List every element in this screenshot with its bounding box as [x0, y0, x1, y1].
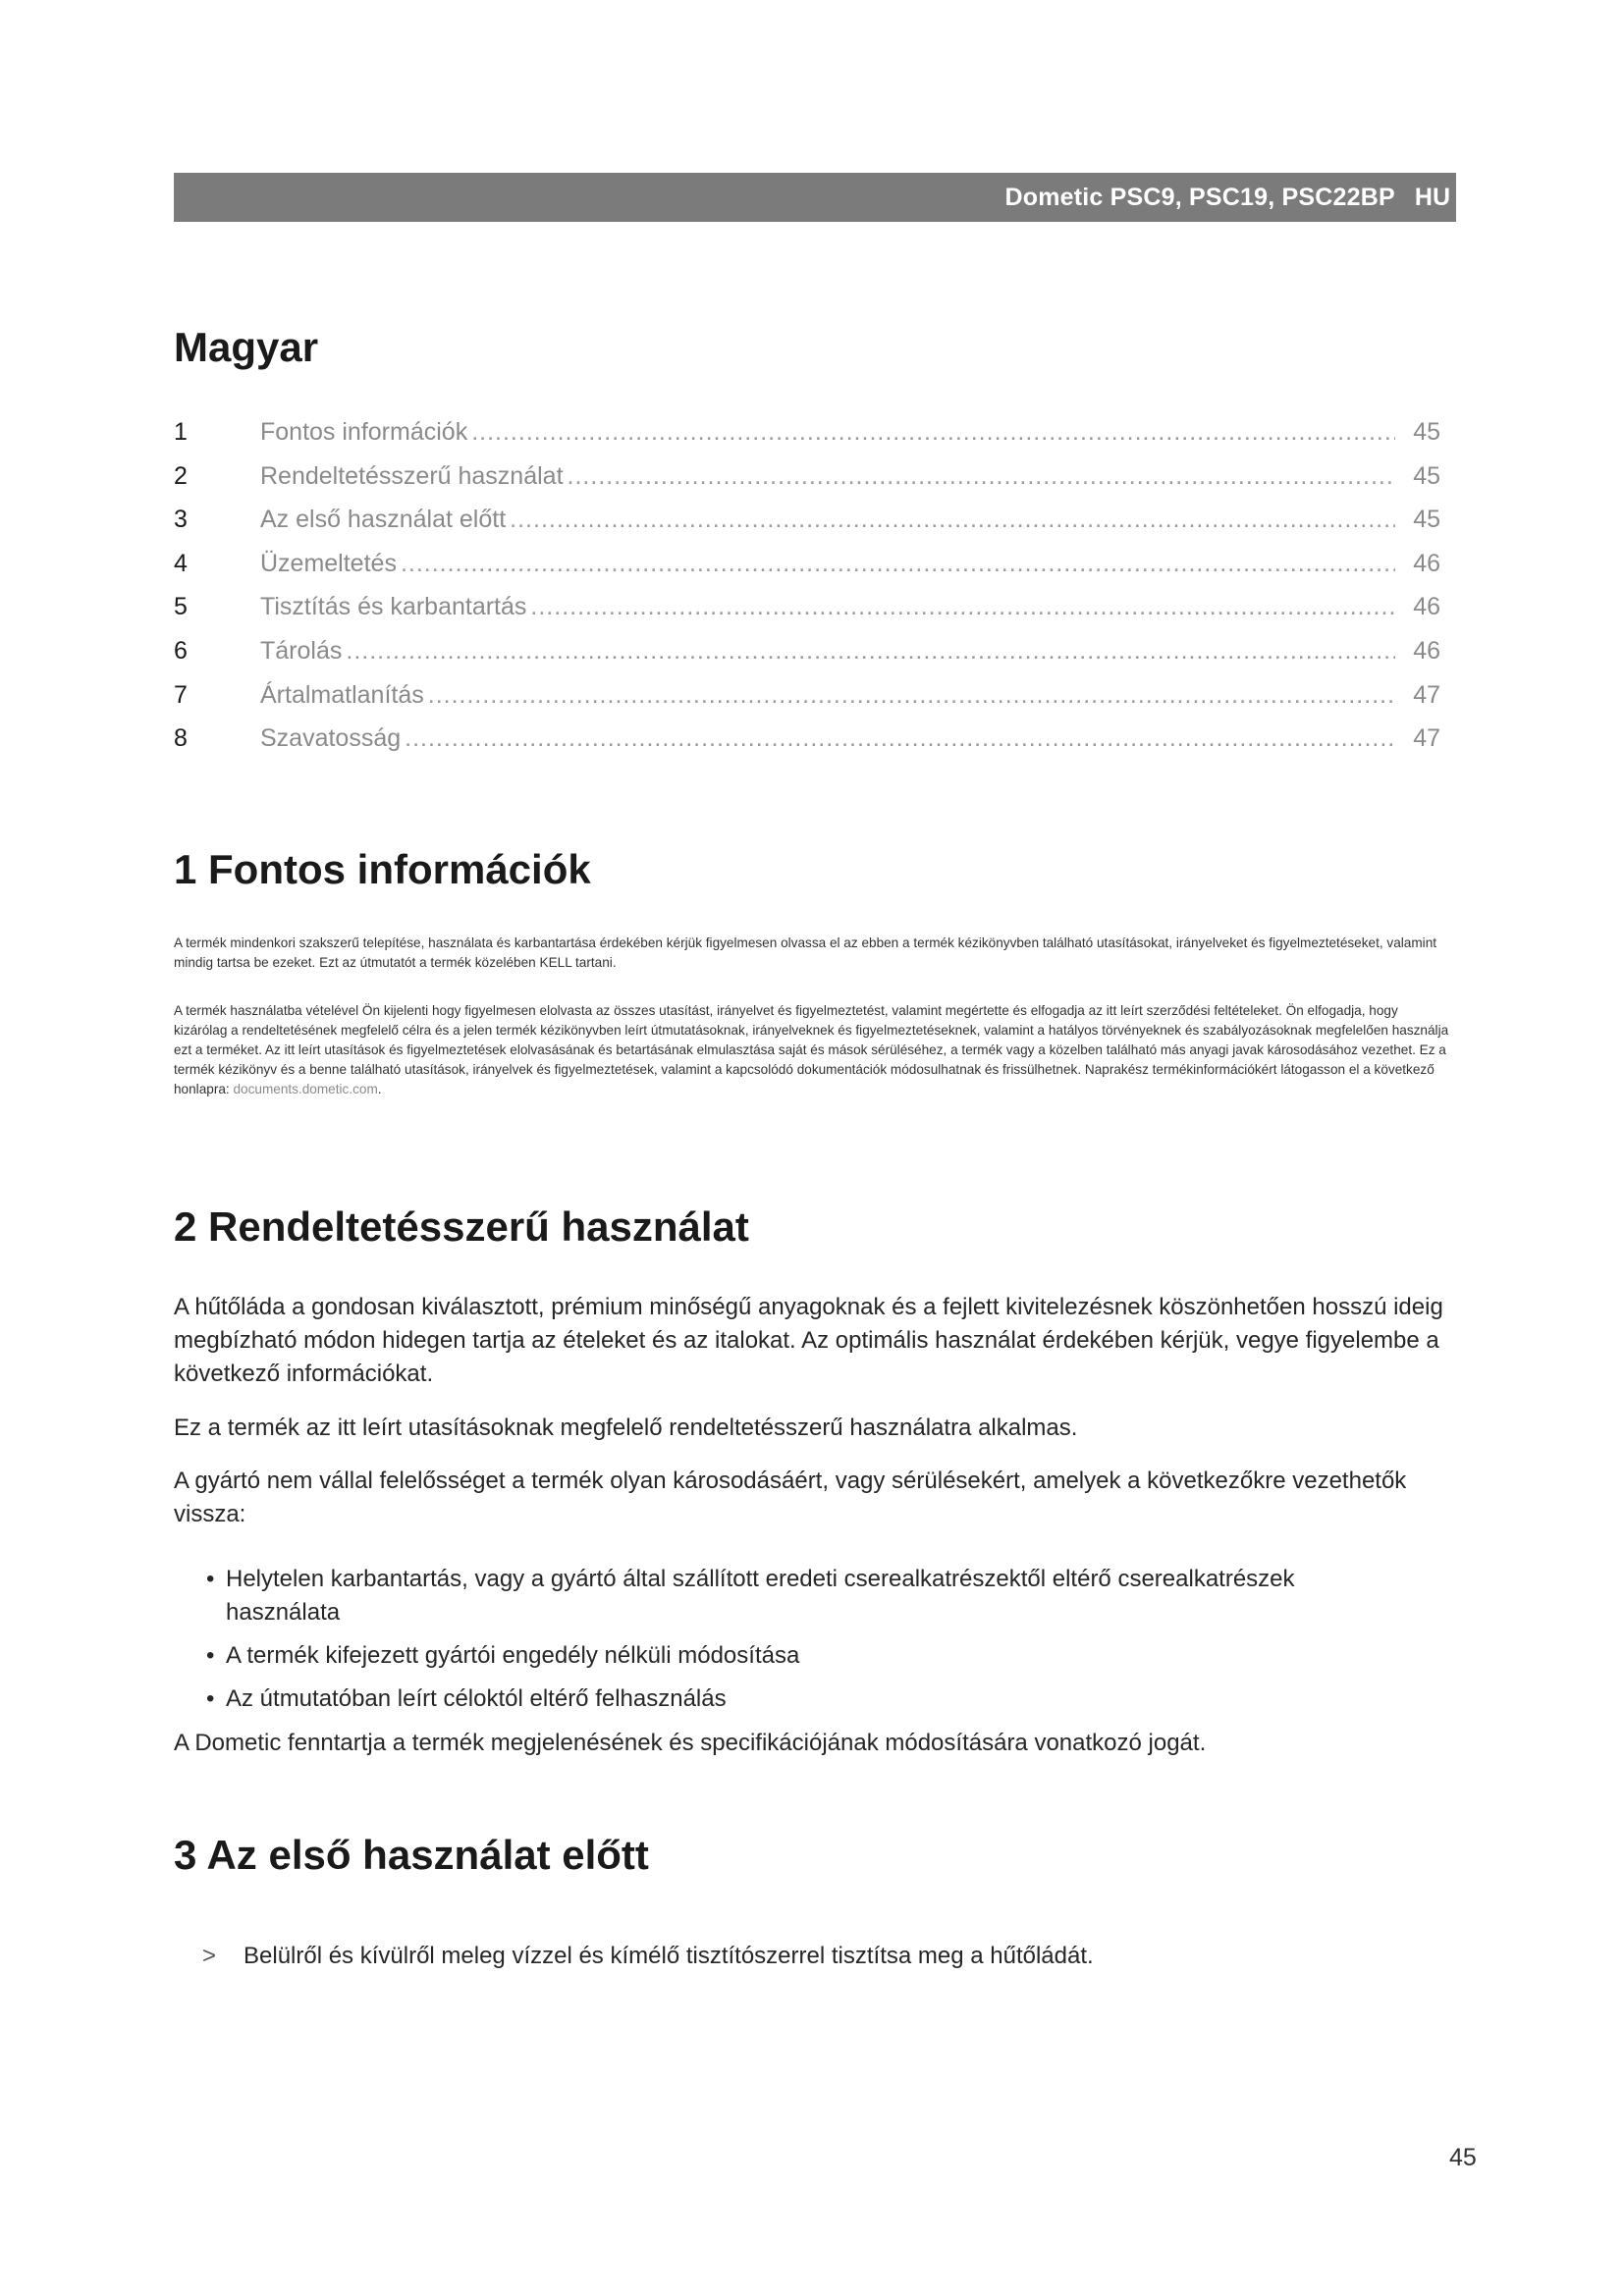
section-1-heading: 1 Fontos információk: [174, 846, 591, 892]
toc-page: 46: [1413, 593, 1440, 621]
section-2-paragraph-3: A gyártó nem vállal felelősséget a termék olyan károsodásáért, vagy sérülésekért, amelyek a következőkre vezethetők vissza:: [174, 1468, 1407, 1527]
toc-leader: [471, 418, 1395, 447]
toc-entry[interactable]: [174, 637, 1440, 681]
toc-number: 5: [174, 593, 188, 621]
toc-page: 47: [1413, 680, 1440, 709]
toc-page: 45: [1413, 506, 1440, 534]
section-1-paragraph-2: [174, 1001, 1450, 1099]
toc-heading: Magyar: [174, 324, 319, 370]
step-arrow-icon: >: [202, 1943, 217, 1969]
toc-title: Ártalmatlanítás: [260, 680, 424, 709]
section-2-heading: 2 Rendeltetésszerű használat: [174, 1203, 749, 1250]
header-bar: [174, 173, 1456, 222]
toc-entry[interactable]: [174, 550, 1440, 594]
toc-page: 47: [1413, 724, 1440, 753]
section-3-heading: 3 Az első használat előtt: [174, 1832, 649, 1878]
toc-number: 3: [174, 506, 188, 534]
link-suffix: .: [377, 1082, 382, 1096]
documents-link[interactable]: documents.dometic.com: [233, 1082, 378, 1096]
toc-number: 6: [174, 636, 188, 665]
page-number: 45: [1449, 2144, 1477, 2171]
table-of-contents: [174, 418, 1440, 769]
section-2-paragraph-2: Ez a termék az itt leírt utasításoknak megfelelő rendeltetésszerű használatra alkalmas.: [174, 1415, 1078, 1441]
list-item-text: Helytelen karbantartás, vagy a gyártó által szállított eredeti cserealkatrészektől eltérő cserealkatrészek használata: [226, 1566, 1295, 1626]
toc-leader: [510, 506, 1395, 534]
toc-entry[interactable]: [174, 724, 1440, 769]
toc-number: 2: [174, 461, 188, 490]
toc-number: 7: [174, 680, 188, 709]
language-code: HU: [1414, 183, 1450, 211]
instruction-step: [202, 1940, 1380, 1973]
toc-leader: [428, 681, 1395, 710]
toc-title: Tisztítás és karbantartás: [260, 593, 527, 621]
toc-page: 46: [1413, 549, 1440, 577]
toc-title: Fontos információk: [260, 418, 468, 446]
toc-leader: [346, 637, 1395, 666]
document-title: Dometic PSC9, PSC19, PSC22BP: [1004, 183, 1395, 211]
toc-entry[interactable]: [174, 418, 1440, 462]
section-2-paragraph-4: A Dometic fenntartja a termék megjelenésének és specifikációjának módosítására vonatkozó jogát.: [174, 1730, 1207, 1756]
toc-number: 1: [174, 418, 188, 446]
bullet-icon: •: [206, 1642, 215, 1669]
toc-leader: [401, 550, 1395, 578]
toc-entry[interactable]: [174, 593, 1440, 637]
list-item: [206, 1682, 1384, 1716]
section-1-paragraph-2-text: A termék használatba vételével Ön kijelenti hogy figyelmesen elolvasta az összes utasítást, irányelvet és figyelmeztetést, valamint megértette és elfogadja az itt leírt szerződési feltételeket. Ön elfogadja, hogy kizárólag a rendeltetésének megfelelő célra és a jelen termék kézikönyvben leírt útmutatásoknak, irányelveknek és figyelmeztetéseknek, valamint a hatályos törvényeknek és szabályozásoknak megfelelően használja ezt a terméket. Az itt leírt utasítások és figyelmeztetések elolvasásának és betartásának elmulasztása saját és mások sérüléséhez, a termék vagy a közelben található más anyagi javak károsodásához vezethet. Ez a termék kézikönyv és a benne található utasítások, irányelvek és figyelmeztetések, valamint a kapcsolódó dokumentációk módosulhatnak és frissülhetnek. Naprakész termékinformációkért látogasson el a következő honlapra:: [174, 1003, 1449, 1096]
section-2-bullet-list: [206, 1563, 1384, 1726]
toc-leader: [530, 593, 1395, 621]
list-item-text: Az útmutatóban leírt céloktól eltérő felhasználás: [226, 1685, 727, 1712]
toc-page: 46: [1413, 636, 1440, 665]
toc-number: 8: [174, 724, 188, 753]
toc-leader: [405, 724, 1395, 753]
step-text: Belülről és kívülről meleg vízzel és kímélő tisztítószerrel tisztítsa meg a hűtőládát.: [244, 1943, 1094, 1969]
toc-title: Üzemeltetés: [260, 549, 397, 577]
bullet-icon: •: [206, 1685, 215, 1712]
toc-number: 4: [174, 549, 188, 577]
list-item: [206, 1563, 1384, 1629]
toc-entry[interactable]: [174, 462, 1440, 507]
toc-title: Szavatosság: [260, 724, 402, 753]
toc-entry[interactable]: [174, 506, 1440, 550]
toc-title: Az első használat előtt: [260, 506, 507, 534]
toc-page: 45: [1413, 461, 1440, 490]
list-item: [206, 1639, 1384, 1673]
toc-leader: [568, 462, 1395, 491]
bullet-icon: •: [206, 1566, 215, 1592]
toc-page: 45: [1413, 418, 1440, 446]
toc-title: Tárolás: [260, 636, 343, 665]
section-2-paragraph-1: A hűtőláda a gondosan kiválasztott, prémium minőségű anyagoknak és a fejlett kivitelezésnek köszönhetően hosszú ideig megbízható módon hidegen tartja az ételeket és az italokat. Az optimális használat érdekében kérjük, vegye figyelembe a következő információkat.: [174, 1294, 1443, 1387]
section-1-paragraph-1: A termék mindenkori szakszerű telepítése, használata és karbantartása érdekében kérjük figyelmesen olvassa el az ebben a termék kézikönyvben található utasításokat, irányelveket és figyelmeztetéseket, valamint mindig tartsa be ezeket. Ezt az útmutatót a termék közelében KELL tartani.: [174, 935, 1437, 970]
toc-title: Rendeltetésszerű használat: [260, 461, 564, 490]
list-item-text: A termék kifejezett gyártói engedély nélküli módosítása: [226, 1642, 800, 1669]
toc-entry[interactable]: [174, 681, 1440, 725]
